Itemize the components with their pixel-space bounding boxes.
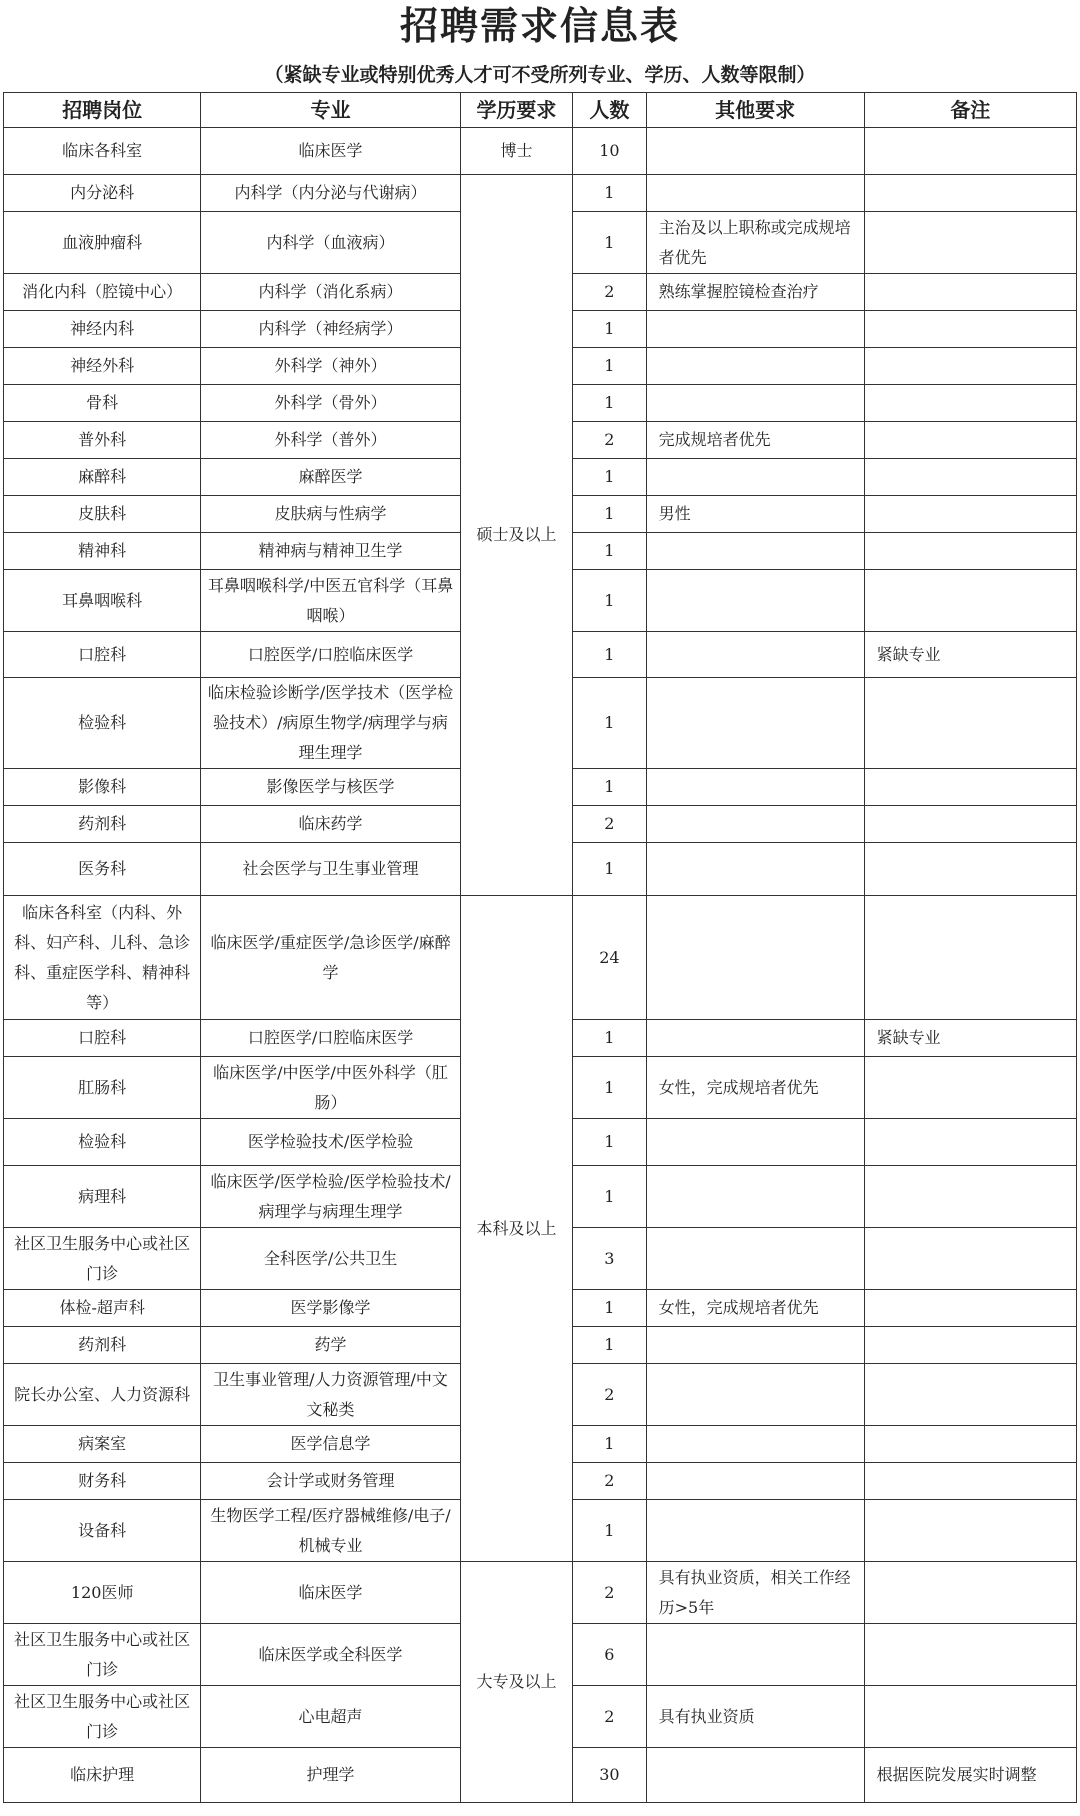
cell-other	[646, 459, 864, 496]
table-row	[4, 1562, 1077, 1624]
cell-count: 1	[573, 1500, 646, 1562]
cell-major: 临床医学或全科医学	[201, 1624, 460, 1686]
cell-other: 具有执业资质，相关工作经历>5年	[646, 1562, 864, 1624]
cell-position: 药剂科	[4, 806, 201, 843]
table-row	[4, 175, 1077, 212]
cell-count: 2	[573, 1364, 646, 1426]
cell-position: 肛肠科	[4, 1057, 201, 1119]
cell-major: 口腔医学/口腔临床医学	[201, 1020, 460, 1057]
cell-position: 血液肿瘤科	[4, 212, 201, 274]
cell-position: 普外科	[4, 422, 201, 459]
cell-note	[864, 496, 1076, 533]
header-row	[4, 93, 1077, 128]
cell-position: 口腔科	[4, 632, 201, 678]
cell-education: 硕士及以上	[460, 175, 572, 896]
cell-other	[646, 311, 864, 348]
cell-note	[864, 1327, 1076, 1364]
cell-count: 1	[573, 1020, 646, 1057]
cell-note	[864, 1426, 1076, 1463]
cell-other	[646, 1228, 864, 1290]
cell-other	[646, 385, 864, 422]
page-title: 招聘需求信息表	[399, 3, 680, 48]
cell-count: 1	[573, 1426, 646, 1463]
cell-count: 1	[573, 212, 646, 274]
cell-position: 体检-超声科	[4, 1290, 201, 1327]
cell-major: 医学检验技术/医学检验	[201, 1119, 460, 1166]
cell-count: 1	[573, 1166, 646, 1228]
cell-count: 1	[573, 1290, 646, 1327]
cell-count: 1	[573, 678, 646, 769]
cell-count: 3	[573, 1228, 646, 1290]
cell-note	[864, 1364, 1076, 1426]
cell-note	[864, 459, 1076, 496]
cell-position: 临床各科室	[4, 128, 201, 175]
cell-major: 临床医学/重症医学/急诊医学/麻醉学	[201, 896, 460, 1020]
cell-note	[864, 1228, 1076, 1290]
cell-count: 1	[573, 385, 646, 422]
cell-count: 10	[573, 128, 646, 175]
cell-count: 1	[573, 1119, 646, 1166]
cell-note	[864, 422, 1076, 459]
cell-major: 临床医学	[201, 128, 460, 175]
header-position: 招聘岗位	[4, 93, 201, 128]
cell-count: 1	[573, 1327, 646, 1364]
cell-note	[864, 570, 1076, 632]
cell-note	[864, 678, 1076, 769]
table-row	[4, 128, 1077, 175]
cell-other	[646, 678, 864, 769]
cell-note	[864, 1500, 1076, 1562]
cell-major: 内科学（消化系病）	[201, 274, 460, 311]
cell-major: 生物医学工程/医疗器械维修/电子/机械专业	[201, 1500, 460, 1562]
cell-note	[864, 212, 1076, 274]
cell-major: 外科学（普外）	[201, 422, 460, 459]
cell-major: 护理学	[201, 1748, 460, 1803]
cell-major: 药学	[201, 1327, 460, 1364]
cell-position: 消化内科（腔镜中心）	[4, 274, 201, 311]
cell-other	[646, 1748, 864, 1803]
cell-note: 紧缺专业	[864, 632, 1076, 678]
cell-count: 2	[573, 1686, 646, 1748]
cell-position: 临床护理	[4, 1748, 201, 1803]
cell-position: 财务科	[4, 1463, 201, 1500]
cell-major: 内科学（神经病学）	[201, 311, 460, 348]
cell-other	[646, 1166, 864, 1228]
cell-note	[864, 1562, 1076, 1624]
cell-note	[864, 274, 1076, 311]
cell-count: 1	[573, 348, 646, 385]
cell-position: 皮肤科	[4, 496, 201, 533]
cell-education: 大专及以上	[460, 1562, 572, 1803]
cell-major: 麻醉医学	[201, 459, 460, 496]
cell-other: 完成规培者优先	[646, 422, 864, 459]
cell-count: 1	[573, 533, 646, 570]
cell-major: 皮肤病与性病学	[201, 496, 460, 533]
cell-position: 社区卫生服务中心或社区门诊	[4, 1228, 201, 1290]
cell-other	[646, 1500, 864, 1562]
cell-other: 熟练掌握腔镜检查治疗	[646, 274, 864, 311]
cell-other: 男性	[646, 496, 864, 533]
cell-position: 骨科	[4, 385, 201, 422]
cell-position: 影像科	[4, 769, 201, 806]
cell-note	[864, 1463, 1076, 1500]
header-major: 专业	[201, 93, 460, 128]
cell-major: 外科学（神外）	[201, 348, 460, 385]
cell-major: 心电超声	[201, 1686, 460, 1748]
cell-other	[646, 1463, 864, 1500]
cell-other	[646, 1119, 864, 1166]
cell-count: 2	[573, 274, 646, 311]
cell-note	[864, 1057, 1076, 1119]
cell-note	[864, 533, 1076, 570]
cell-count: 1	[573, 632, 646, 678]
cell-note	[864, 311, 1076, 348]
cell-count: 1	[573, 843, 646, 896]
cell-count: 2	[573, 422, 646, 459]
cell-position: 社区卫生服务中心或社区门诊	[4, 1624, 201, 1686]
cell-major: 口腔医学/口腔临床医学	[201, 632, 460, 678]
cell-other	[646, 843, 864, 896]
cell-major: 医学信息学	[201, 1426, 460, 1463]
cell-education: 博士	[460, 128, 572, 175]
cell-count: 1	[573, 570, 646, 632]
cell-note	[864, 843, 1076, 896]
cell-major: 卫生事业管理/人力资源管理/中文文秘类	[201, 1364, 460, 1426]
cell-major: 全科医学/公共卫生	[201, 1228, 460, 1290]
cell-note	[864, 769, 1076, 806]
cell-other: 女性，完成规培者优先	[646, 1290, 864, 1327]
cell-position: 药剂科	[4, 1327, 201, 1364]
cell-major: 影像医学与核医学	[201, 769, 460, 806]
cell-major: 外科学（骨外）	[201, 385, 460, 422]
cell-major: 临床医学/中医学/中医外科学（肛肠）	[201, 1057, 460, 1119]
cell-major: 医学影像学	[201, 1290, 460, 1327]
cell-position: 内分泌科	[4, 175, 201, 212]
cell-position: 医务科	[4, 843, 201, 896]
cell-other	[646, 175, 864, 212]
cell-position: 耳鼻咽喉科	[4, 570, 201, 632]
cell-other	[646, 769, 864, 806]
cell-count: 1	[573, 459, 646, 496]
header-count: 人数	[573, 93, 646, 128]
cell-count: 2	[573, 806, 646, 843]
cell-major: 社会医学与卫生事业管理	[201, 843, 460, 896]
cell-position: 临床各科室（内科、外科、妇产科、儿科、急诊科、重症医学科、精神科等）	[4, 896, 201, 1020]
cell-note	[864, 896, 1076, 1020]
cell-major: 精神病与精神卫生学	[201, 533, 460, 570]
cell-major: 临床医学	[201, 1562, 460, 1624]
cell-count: 1	[573, 496, 646, 533]
cell-other	[646, 632, 864, 678]
cell-count: 1	[573, 769, 646, 806]
cell-count: 1	[573, 175, 646, 212]
cell-note: 根据医院发展实时调整	[864, 1748, 1076, 1803]
cell-other: 具有执业资质	[646, 1686, 864, 1748]
cell-major: 耳鼻咽喉科学/中医五官科学（耳鼻咽喉）	[201, 570, 460, 632]
cell-note	[864, 1624, 1076, 1686]
header-education: 学历要求	[460, 93, 572, 128]
cell-other	[646, 348, 864, 385]
cell-major: 内科学（内分泌与代谢病）	[201, 175, 460, 212]
cell-note	[864, 348, 1076, 385]
header-note: 备注	[864, 93, 1076, 128]
page-subtitle: （紧缺专业或特别优秀人才可不受所列专业、学历、人数等限制）	[264, 64, 816, 86]
cell-education: 本科及以上	[460, 896, 572, 1562]
cell-other	[646, 806, 864, 843]
cell-other	[646, 533, 864, 570]
header-other: 其他要求	[646, 93, 864, 128]
cell-count: 30	[573, 1748, 646, 1803]
cell-note: 紧缺专业	[864, 1020, 1076, 1057]
cell-other	[646, 570, 864, 632]
cell-note	[864, 806, 1076, 843]
cell-position: 120医师	[4, 1562, 201, 1624]
cell-other: 主治及以上职称或完成规培者优先	[646, 212, 864, 274]
cell-note	[864, 1290, 1076, 1327]
cell-other	[646, 1364, 864, 1426]
cell-position: 神经外科	[4, 348, 201, 385]
cell-note	[864, 1686, 1076, 1748]
cell-note	[864, 1166, 1076, 1228]
cell-other: 女性，完成规培者优先	[646, 1057, 864, 1119]
cell-note	[864, 385, 1076, 422]
cell-position: 检验科	[4, 1119, 201, 1166]
recruitment-table	[3, 92, 1077, 1803]
cell-count: 6	[573, 1624, 646, 1686]
table-row	[4, 896, 1077, 1020]
cell-major: 临床检验诊断学/医学技术（医学检验技术）/病原生物学/病理学与病理生理学	[201, 678, 460, 769]
cell-position: 神经内科	[4, 311, 201, 348]
cell-other	[646, 1020, 864, 1057]
cell-count: 2	[573, 1562, 646, 1624]
cell-other	[646, 1624, 864, 1686]
cell-major: 临床医学/医学检验/医学检验技术/病理学与病理生理学	[201, 1166, 460, 1228]
cell-position: 精神科	[4, 533, 201, 570]
cell-count: 1	[573, 1057, 646, 1119]
cell-major: 临床药学	[201, 806, 460, 843]
cell-count: 1	[573, 311, 646, 348]
cell-position: 设备科	[4, 1500, 201, 1562]
cell-note	[864, 175, 1076, 212]
cell-position: 检验科	[4, 678, 201, 769]
cell-position: 麻醉科	[4, 459, 201, 496]
cell-other	[646, 1426, 864, 1463]
cell-position: 病理科	[4, 1166, 201, 1228]
cell-count: 24	[573, 896, 646, 1020]
cell-position: 口腔科	[4, 1020, 201, 1057]
cell-position: 病案室	[4, 1426, 201, 1463]
cell-major: 内科学（血液病）	[201, 212, 460, 274]
cell-position: 社区卫生服务中心或社区门诊	[4, 1686, 201, 1748]
cell-major: 会计学或财务管理	[201, 1463, 460, 1500]
cell-other	[646, 128, 864, 175]
cell-note	[864, 128, 1076, 175]
cell-position: 院长办公室、人力资源科	[4, 1364, 201, 1426]
cell-other	[646, 1327, 864, 1364]
cell-other	[646, 896, 864, 1020]
cell-note	[864, 1119, 1076, 1166]
cell-count: 2	[573, 1463, 646, 1500]
